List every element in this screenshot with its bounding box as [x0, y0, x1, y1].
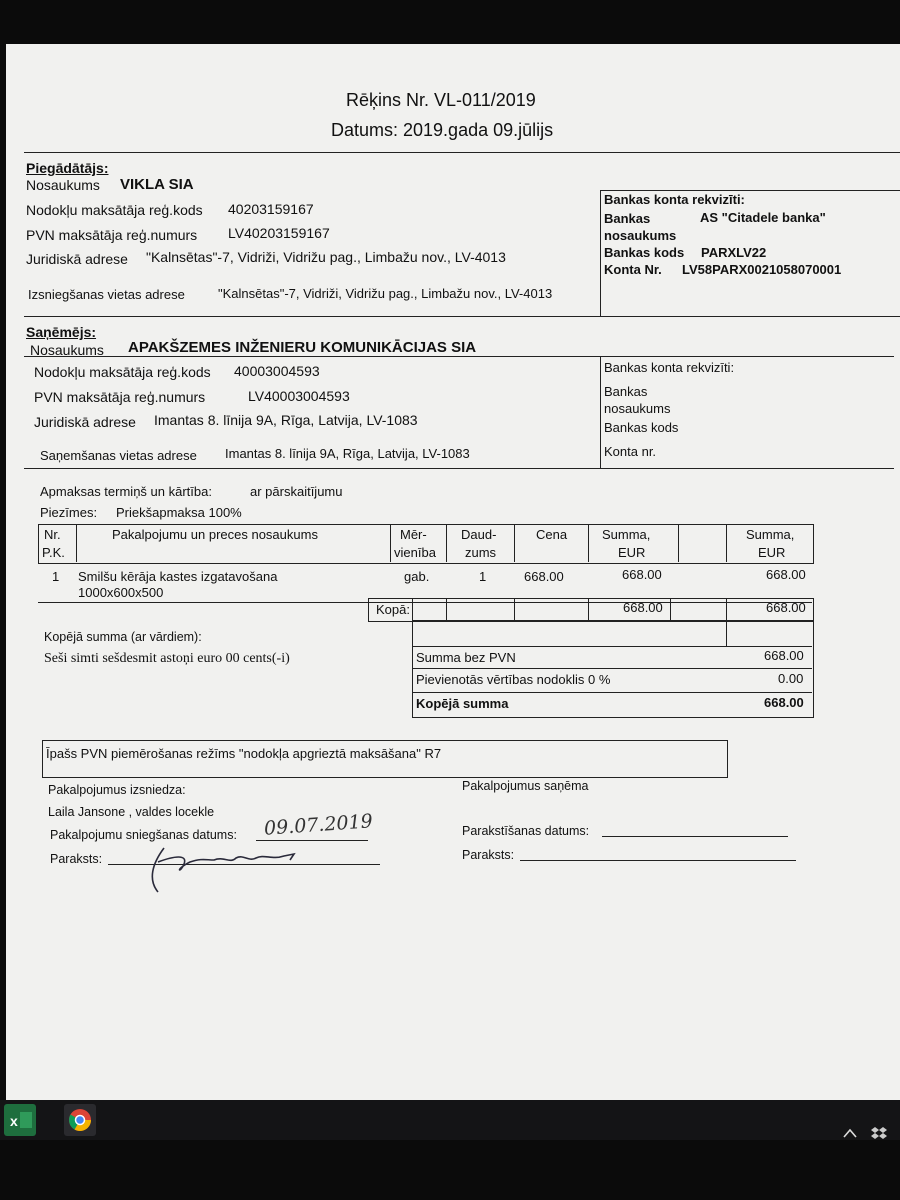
row-name-2: 1000x600x500 — [78, 585, 164, 600]
summary-label: Kopējā summa — [416, 696, 509, 711]
notes-label: Piezīmes: — [40, 505, 98, 520]
col-nr-header: Nr. — [44, 527, 61, 542]
divider — [514, 598, 515, 620]
summary-label: Summa bez PVN — [416, 650, 516, 665]
supplier-bank-title: Bankas konta rekvizīti: — [604, 192, 745, 207]
total-sum2: 668.00 — [766, 600, 806, 615]
supplier-legal-label: Juridiskā adrese — [26, 251, 128, 267]
supplier-section-label: Piegādātājs: — [26, 160, 109, 176]
issued-label: Pakalpojumus izsniedza: — [48, 783, 186, 797]
taskbar — [0, 1100, 900, 1140]
supplier-bank-value: AS "Citadele banka" — [700, 210, 826, 225]
recipient-account-label: Konta nr. — [604, 444, 657, 459]
divider — [726, 524, 727, 562]
divider — [678, 524, 679, 562]
summary-label: Pievienotās vērtības nodoklis 0 % — [416, 672, 611, 687]
divider — [390, 524, 391, 562]
supplier-account-label: Konta Nr. — [604, 262, 662, 277]
total-label: Kopā: — [376, 602, 410, 617]
col-name-header: Pakalpojumu un preces nosaukums — [112, 527, 318, 542]
divider — [600, 190, 900, 191]
recipient-bank-label: Bankas — [604, 384, 648, 399]
divider — [446, 598, 447, 620]
row-sum: 668.00 — [622, 567, 662, 582]
row-name: Smilšu kērāja kastes izgatavošana — [78, 569, 278, 584]
col-sum2-header: Summa, — [746, 527, 795, 542]
service-date-label: Pakalpojumu sniegšanas datums: — [50, 828, 237, 842]
divider — [412, 646, 812, 647]
divider — [588, 524, 589, 562]
row-nr: 1 — [52, 569, 60, 584]
supplier-bank-code-value: PARXLV22 — [701, 245, 767, 260]
recipient-legal-label: Juridiskā adrese — [34, 414, 136, 430]
sign-label-left: Paraksts: — [50, 852, 103, 866]
supplier-name-label: Nosaukums — [26, 177, 100, 193]
col-unit-header: Mēr- — [400, 527, 427, 542]
supplier-issue-label: Izsniegšanas vietas adrese — [28, 287, 185, 302]
supplier-bank-label-2: nosaukums — [604, 228, 677, 243]
sign-label-right: Paraksts: — [462, 848, 515, 862]
recipient-name-label: Nosaukums — [30, 342, 104, 358]
divider — [24, 356, 894, 357]
svg-text:x: x — [10, 1113, 18, 1129]
divider — [412, 598, 413, 620]
divider — [600, 356, 601, 468]
divider — [726, 598, 727, 620]
supplier-bank-code-label: Bankas kods — [604, 245, 685, 260]
divider — [76, 524, 77, 562]
issued-name: Laila Jansone , valdes locekle — [48, 805, 215, 819]
totals-row — [368, 598, 814, 622]
received-label: Pakalpojumus saņēma — [462, 779, 589, 793]
summary-value: 668.00 — [764, 648, 804, 663]
col-unit-header-2: vienība — [394, 545, 436, 560]
invoice-document — [6, 44, 900, 1100]
supplier-issue-value: "Kalnsētas"-7, Vidriži, Vidrižu pag., Limbažu nov., LV-4013 — [218, 286, 553, 301]
invoice-date: Datums: 2019.gada 09.jūlijs — [331, 120, 554, 140]
divider — [726, 620, 727, 646]
supplier-bank-label: Bankas — [604, 211, 651, 226]
col-sum-header-2: EUR — [618, 545, 646, 560]
payment-terms-value: ar pārskaitījumu — [250, 484, 343, 499]
dropbox-icon[interactable] — [870, 1126, 888, 1145]
col-sum2-header-2: EUR — [758, 545, 786, 560]
divider — [24, 468, 894, 469]
row-unit: gab. — [404, 569, 430, 584]
summary-value: 0.00 — [778, 671, 804, 686]
recipient-bank-label-2: nosaukums — [604, 401, 671, 416]
divider — [412, 692, 812, 693]
payment-terms-label: Apmaksas termiņš un kārtība: — [40, 484, 212, 499]
vat-note: Īpašs PVN piemērošanas režīms "nodokļa apgrieztā maksāšana" R7 — [46, 746, 442, 761]
words-value: Seši simti sešdesmit astoņi euro 00 cents(-i) — [44, 651, 290, 666]
supplier-tax-label: Nodokļu maksātāja reģ.kods — [26, 202, 203, 218]
sign-date-line — [602, 836, 788, 837]
recipient-receive-label: Saņemšanas vietas adrese — [40, 448, 197, 463]
supplier-legal-value: "Kalnsētas"-7, Vidriži, Vidrižu pag., Limbažu nov., LV-4013 — [146, 249, 506, 265]
chevron-up-icon[interactable] — [842, 1126, 858, 1142]
col-nr-header-2: P.K. — [42, 545, 65, 560]
col-qty-header-2: zums — [465, 545, 497, 560]
sign-date-label: Parakstīšanas datums: — [462, 824, 590, 838]
recipient-name: APAKŠZEMES INŽENIERU KOMUNIKĀCIJAS SIA — [128, 339, 477, 356]
divider — [24, 152, 900, 153]
supplier-vat-value: LV40203159167 — [228, 225, 330, 241]
divider — [446, 524, 447, 562]
recipient-legal-value: Imantas 8. līnija 9A, Rīga, Latvija, LV-1083 — [154, 412, 418, 428]
chrome-icon[interactable] — [64, 1104, 96, 1136]
recipient-section-label: Saņēmējs: — [26, 324, 97, 340]
divider — [600, 190, 601, 316]
col-qty-header: Daud- — [461, 527, 497, 542]
signature-scribble — [144, 834, 324, 900]
recipient-vat-value: LV40003004593 — [248, 388, 350, 404]
service-date-handwritten: 09.07.2019 — [263, 810, 374, 840]
excel-icon[interactable] — [4, 1104, 36, 1136]
supplier-tax-value: 40203159167 — [228, 201, 314, 217]
supplier-vat-label: PVN maksātāja reģ.numurs — [26, 227, 198, 243]
row-qty: 1 — [479, 569, 487, 584]
recipient-bank-code-label: Bankas kods — [604, 420, 679, 435]
notes-value: Priekšapmaksa 100% — [116, 505, 242, 520]
recipient-receive-value: Imantas 8. līnija 9A, Rīga, Latvija, LV-1083 — [225, 446, 470, 461]
summary-value: 668.00 — [764, 695, 804, 710]
divider — [24, 316, 900, 317]
col-price-header: Cena — [536, 527, 568, 542]
col-sum-header: Summa, — [602, 527, 651, 542]
recipient-vat-label: PVN maksātāja reģ.numurs — [34, 389, 206, 405]
row-price: 668.00 — [524, 569, 564, 584]
signature-line — [520, 860, 796, 861]
divider — [514, 524, 515, 562]
divider — [412, 668, 812, 669]
supplier-account-value: LV58PARX0021058070001 — [682, 262, 842, 277]
supplier-name: VIKLA SIA — [120, 176, 194, 193]
recipient-tax-value: 40003004593 — [234, 363, 320, 379]
invoice-number: Rēķins Nr. VL-011/2019 — [346, 90, 536, 110]
total-sum: 668.00 — [623, 600, 663, 615]
recipient-tax-label: Nodokļu maksātāja reģ.kods — [34, 364, 211, 380]
divider — [670, 598, 671, 620]
row-sum2: 668.00 — [766, 567, 806, 582]
recipient-bank-title: Bankas konta rekvizīti: — [604, 360, 735, 375]
divider — [588, 598, 589, 620]
words-label: Kopējā summa (ar vārdiem): — [44, 630, 202, 644]
